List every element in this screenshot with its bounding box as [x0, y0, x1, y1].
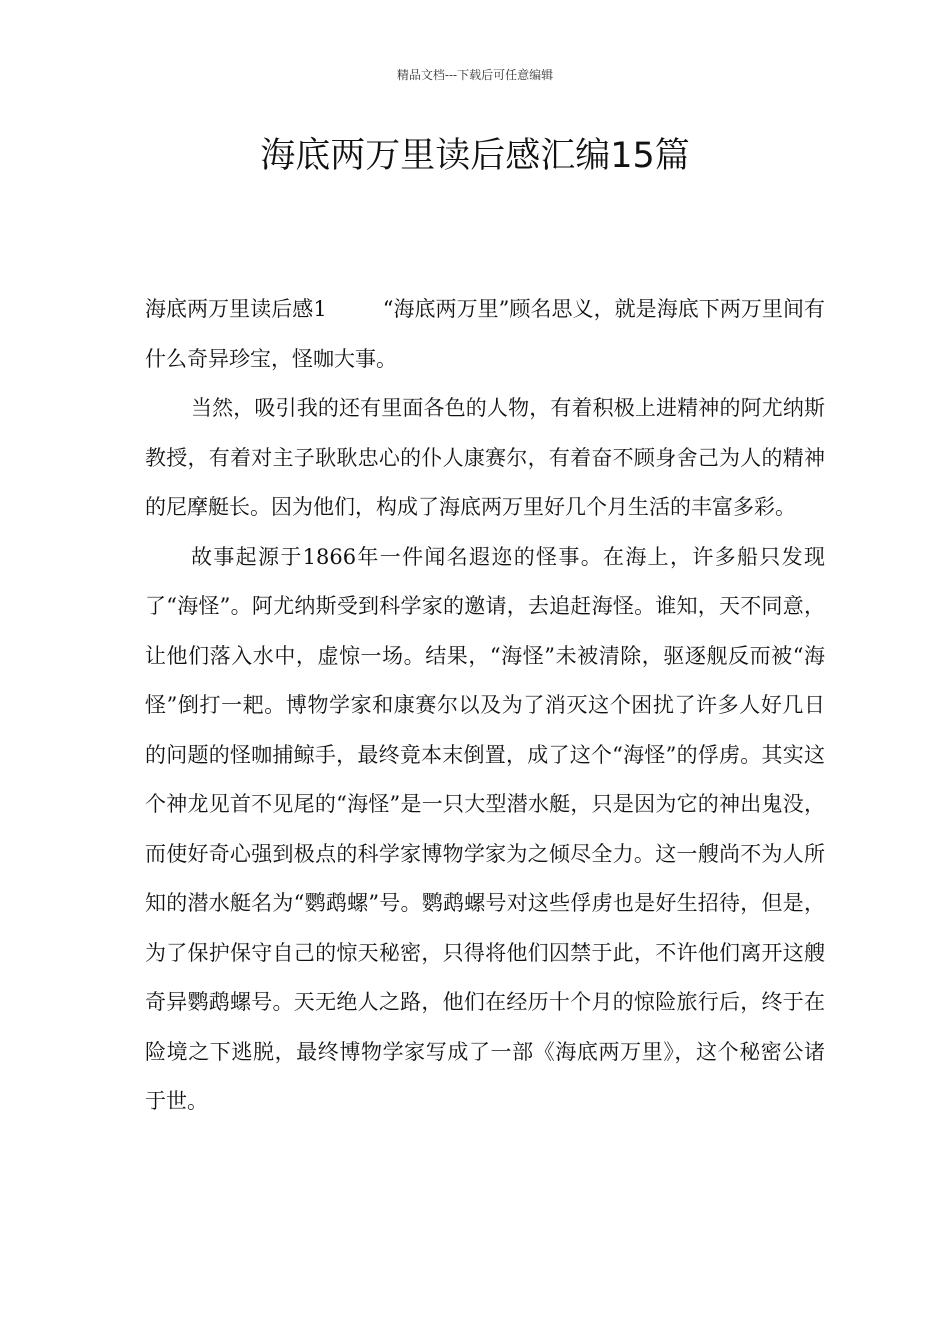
document-body	[145, 285, 825, 1127]
document-title: 海底两万里读后感汇编15篇	[260, 136, 690, 176]
paragraph-1	[145, 285, 825, 384]
paragraph-3: 故事起源于1866年一件闻名遐迩的怪事。在海上，许多船只发现了“海怪”。阿尤纳斯受到科学家的邀请，去追赶海怪。谁知，天不同意，让他们落入水中，虚惊一场。结果，“海怪”未被清除，驱逐舰反而被“海怪”倒打一耙。博物学家和康赛尔以及为了消灭这个困扰了许多人好几日的问题的怪咖捕鲸手，最终竟本末倒置，成了这个“海怪”的俘虏。其实这个神龙见首不见尾的“海怪”是一只大型潜水艇，只是因为它的神出鬼没，而使好奇心强到极点的科学家博物学家为之倾尽全力。这一艘尚不为人所知的潜水艇名为“鹦鹉螺”号。鹦鹉螺号对这些俘虏也是好生招待，但是，为了保护保守自己的惊天秘密，只得将他们囚禁于此，不许他们离开这艘奇异鹦鹉螺号。天无绝人之路，他们在经历十个月的惊险旅行后，终于在险境之下逃脱，最终博物学家写成了一部《海底两万里》，这个秘密公诸于世。	[145, 544, 825, 1113]
paragraph-2: 当然，吸引我的还有里面各色的人物，有着积极上进精神的阿尤纳斯教授，有着对主子耿耿忠心的仆人康赛尔，有着奋不顾身舍己为人的精神的尼摩艇长。因为他们，构成了海底两万里好几个月生活的丰富多彩。	[145, 396, 825, 519]
paragraph-text: “海底两万里”顾名思义，就是海底下两万里间有什么奇异珍宝，怪咖大事。	[145, 297, 825, 371]
section-heading: 海底两万里读后感1	[145, 297, 327, 321]
header-note: 精品文档---下载后可任意编辑	[396, 68, 554, 82]
